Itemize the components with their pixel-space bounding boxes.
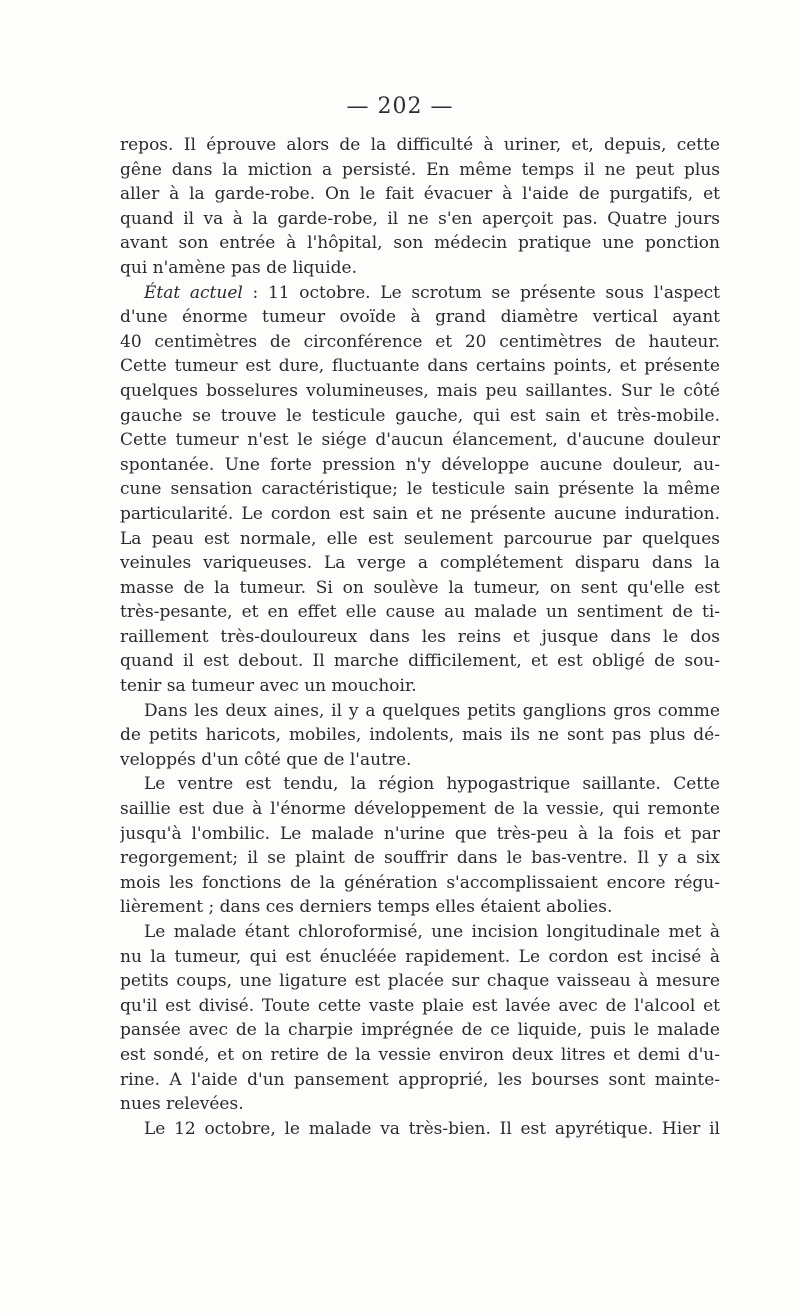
line-text: nu la tumeur, qui est énucléée rapidement. Le cordon est incisé à — [120, 946, 720, 967]
line-text: : 11 octobre. Le scrotum se présente sous l'aspect — [242, 282, 720, 303]
line-text: quand il est debout. Il marche difficilement, et est obligé de sou- — [120, 651, 720, 672]
text-line — [120, 1117, 720, 1142]
text-line — [120, 600, 720, 625]
text-line — [120, 281, 720, 306]
line-text: jusqu'à l'ombilic. Le malade n'urine que très-peu à la fois et par — [120, 823, 720, 844]
line-text: est sondé, et on retire de la vessie environ deux litres et demi d'u- — [120, 1044, 720, 1065]
text-line — [120, 797, 720, 822]
line-text: regorgement; il se plaint de souffrir dans le bas-ventre. Il y a six — [120, 848, 720, 869]
line-text: Le ventre est tendu, la région hypogastrique saillante. Cette — [144, 774, 720, 795]
line-text: aller à la garde-robe. On le fait évacuer à l'aide de purgatifs, et — [120, 184, 720, 205]
text-line — [120, 895, 720, 920]
line-text: nues relevées. — [120, 1094, 244, 1115]
line-text: masse de la tumeur. Si on soulève la tumeur, on sent qu'elle est — [120, 577, 720, 598]
line-text: rine. A l'aide d'un pansement approprié, les bourses sont mainte- — [120, 1069, 720, 1090]
line-text: Dans les deux aines, il y a quelques petits ganglions gros comme — [144, 700, 720, 721]
line-text: d'une énorme tumeur ovoïde à grand diamètre vertical ayant — [120, 307, 720, 328]
text-line — [120, 674, 720, 699]
text-line — [120, 772, 720, 797]
text-line — [120, 699, 720, 724]
line-text: avant son entrée à l'hôpital, son médecin pratique une ponction — [120, 233, 720, 254]
line-text: saillie est due à l'énorme développement de la vessie, qui remonte — [120, 799, 720, 820]
text-line — [120, 945, 720, 970]
line-text: 40 centimètres de circonférence et 20 centimètres de hauteur. — [120, 331, 720, 352]
text-line — [120, 207, 720, 232]
page-number: — 202 — — [346, 94, 454, 119]
text-line — [120, 527, 720, 552]
text-line — [120, 822, 720, 847]
line-text: tenir sa tumeur avec un mouchoir. — [120, 676, 417, 697]
text-line — [120, 994, 720, 1019]
line-text: raillement très-douloureux dans les reins et jusque dans le dos — [120, 626, 720, 647]
line-text: spontanée. Une forte pression n'y développe aucune douleur, au- — [120, 454, 720, 475]
text-line — [120, 330, 720, 355]
line-text: qu'il est divisé. Toute cette vaste plaie est lavée avec de l'alcool et — [120, 995, 720, 1016]
line-text: Le 12 octobre, le malade va très-bien. Il est apyrétique. Hier il — [144, 1118, 720, 1139]
text-line — [120, 256, 720, 281]
line-text: repos. Il éprouve alors de la difficulté à uriner, et, depuis, cette — [120, 135, 720, 155]
italic-heading: État actuel — [144, 282, 243, 303]
text-line — [120, 158, 720, 183]
line-text: gêne dans la miction a persisté. En même temps il ne peut plus — [120, 159, 720, 180]
text-line — [120, 920, 720, 945]
line-text: particularité. Le cordon est sain et ne présente aucune induration. — [120, 503, 720, 524]
line-text: veloppés d'un côté que de l'autre. — [120, 749, 412, 770]
line-text: petits coups, une ligature est placée sur chaque vaisseau à mesure — [120, 971, 720, 992]
line-text: pansée avec de la charpie imprégnée de ce liquide, puis le malade — [120, 1020, 720, 1041]
text-line — [120, 748, 720, 773]
text-line — [120, 625, 720, 650]
line-text: mois les fonctions de la génération s'accomplissaient encore régu- — [120, 872, 720, 893]
line-text: cune sensation caractéristique; le testicule sain présente la même — [120, 479, 720, 500]
text-line — [120, 576, 720, 601]
line-text: quelques bosselures volumineuses, mais peu saillantes. Sur le côté — [120, 380, 720, 401]
text-line — [120, 428, 720, 453]
line-text: veinules variqueuses. La verge a complétement disparu dans la — [120, 553, 720, 574]
text-line — [120, 1018, 720, 1043]
text-line — [120, 1068, 720, 1093]
line-text: qui n'amène pas de liquide. — [120, 257, 358, 278]
text-line — [120, 846, 720, 871]
line-text: Le malade étant chloroformisé, une incision longitudinale met à — [144, 922, 720, 942]
text-line — [120, 723, 720, 748]
text-line — [120, 871, 720, 896]
line-text: Cette tumeur est dure, fluctuante dans certains points, et présente — [120, 356, 720, 377]
text-line — [120, 379, 720, 404]
line-text: de petits haricots, mobiles, indolents, mais ils ne sont pas plus dé- — [120, 725, 720, 746]
text-line — [120, 305, 720, 330]
text-line — [120, 133, 720, 158]
text-line — [120, 182, 720, 207]
text-line — [120, 404, 720, 429]
line-text: lièrement ; dans ces derniers temps elles étaient abolies. — [120, 897, 613, 918]
text-line — [120, 231, 720, 256]
line-text: La peau est normale, elle est seulement parcourue par quelques — [120, 528, 720, 549]
line-text: Cette tumeur n'est le siége d'aucun élancement, d'aucune douleur — [120, 430, 720, 451]
text-line — [120, 1043, 720, 1068]
text-line — [120, 969, 720, 994]
text-line — [120, 502, 720, 527]
text-line — [120, 453, 720, 478]
text-line — [120, 477, 720, 502]
line-text: gauche se trouve le testicule gauche, qui est sain et très-mobile. — [120, 405, 720, 426]
line-text: quand il va à la garde-robe, il ne s'en aperçoit pas. Quatre jours — [120, 208, 720, 229]
text-line — [120, 1092, 720, 1117]
body-text — [120, 133, 720, 1141]
line-text: très-pesante, et en effet elle cause au malade un sentiment de ti- — [120, 602, 720, 623]
text-line — [120, 649, 720, 674]
text-line — [120, 551, 720, 576]
text-line — [120, 354, 720, 379]
